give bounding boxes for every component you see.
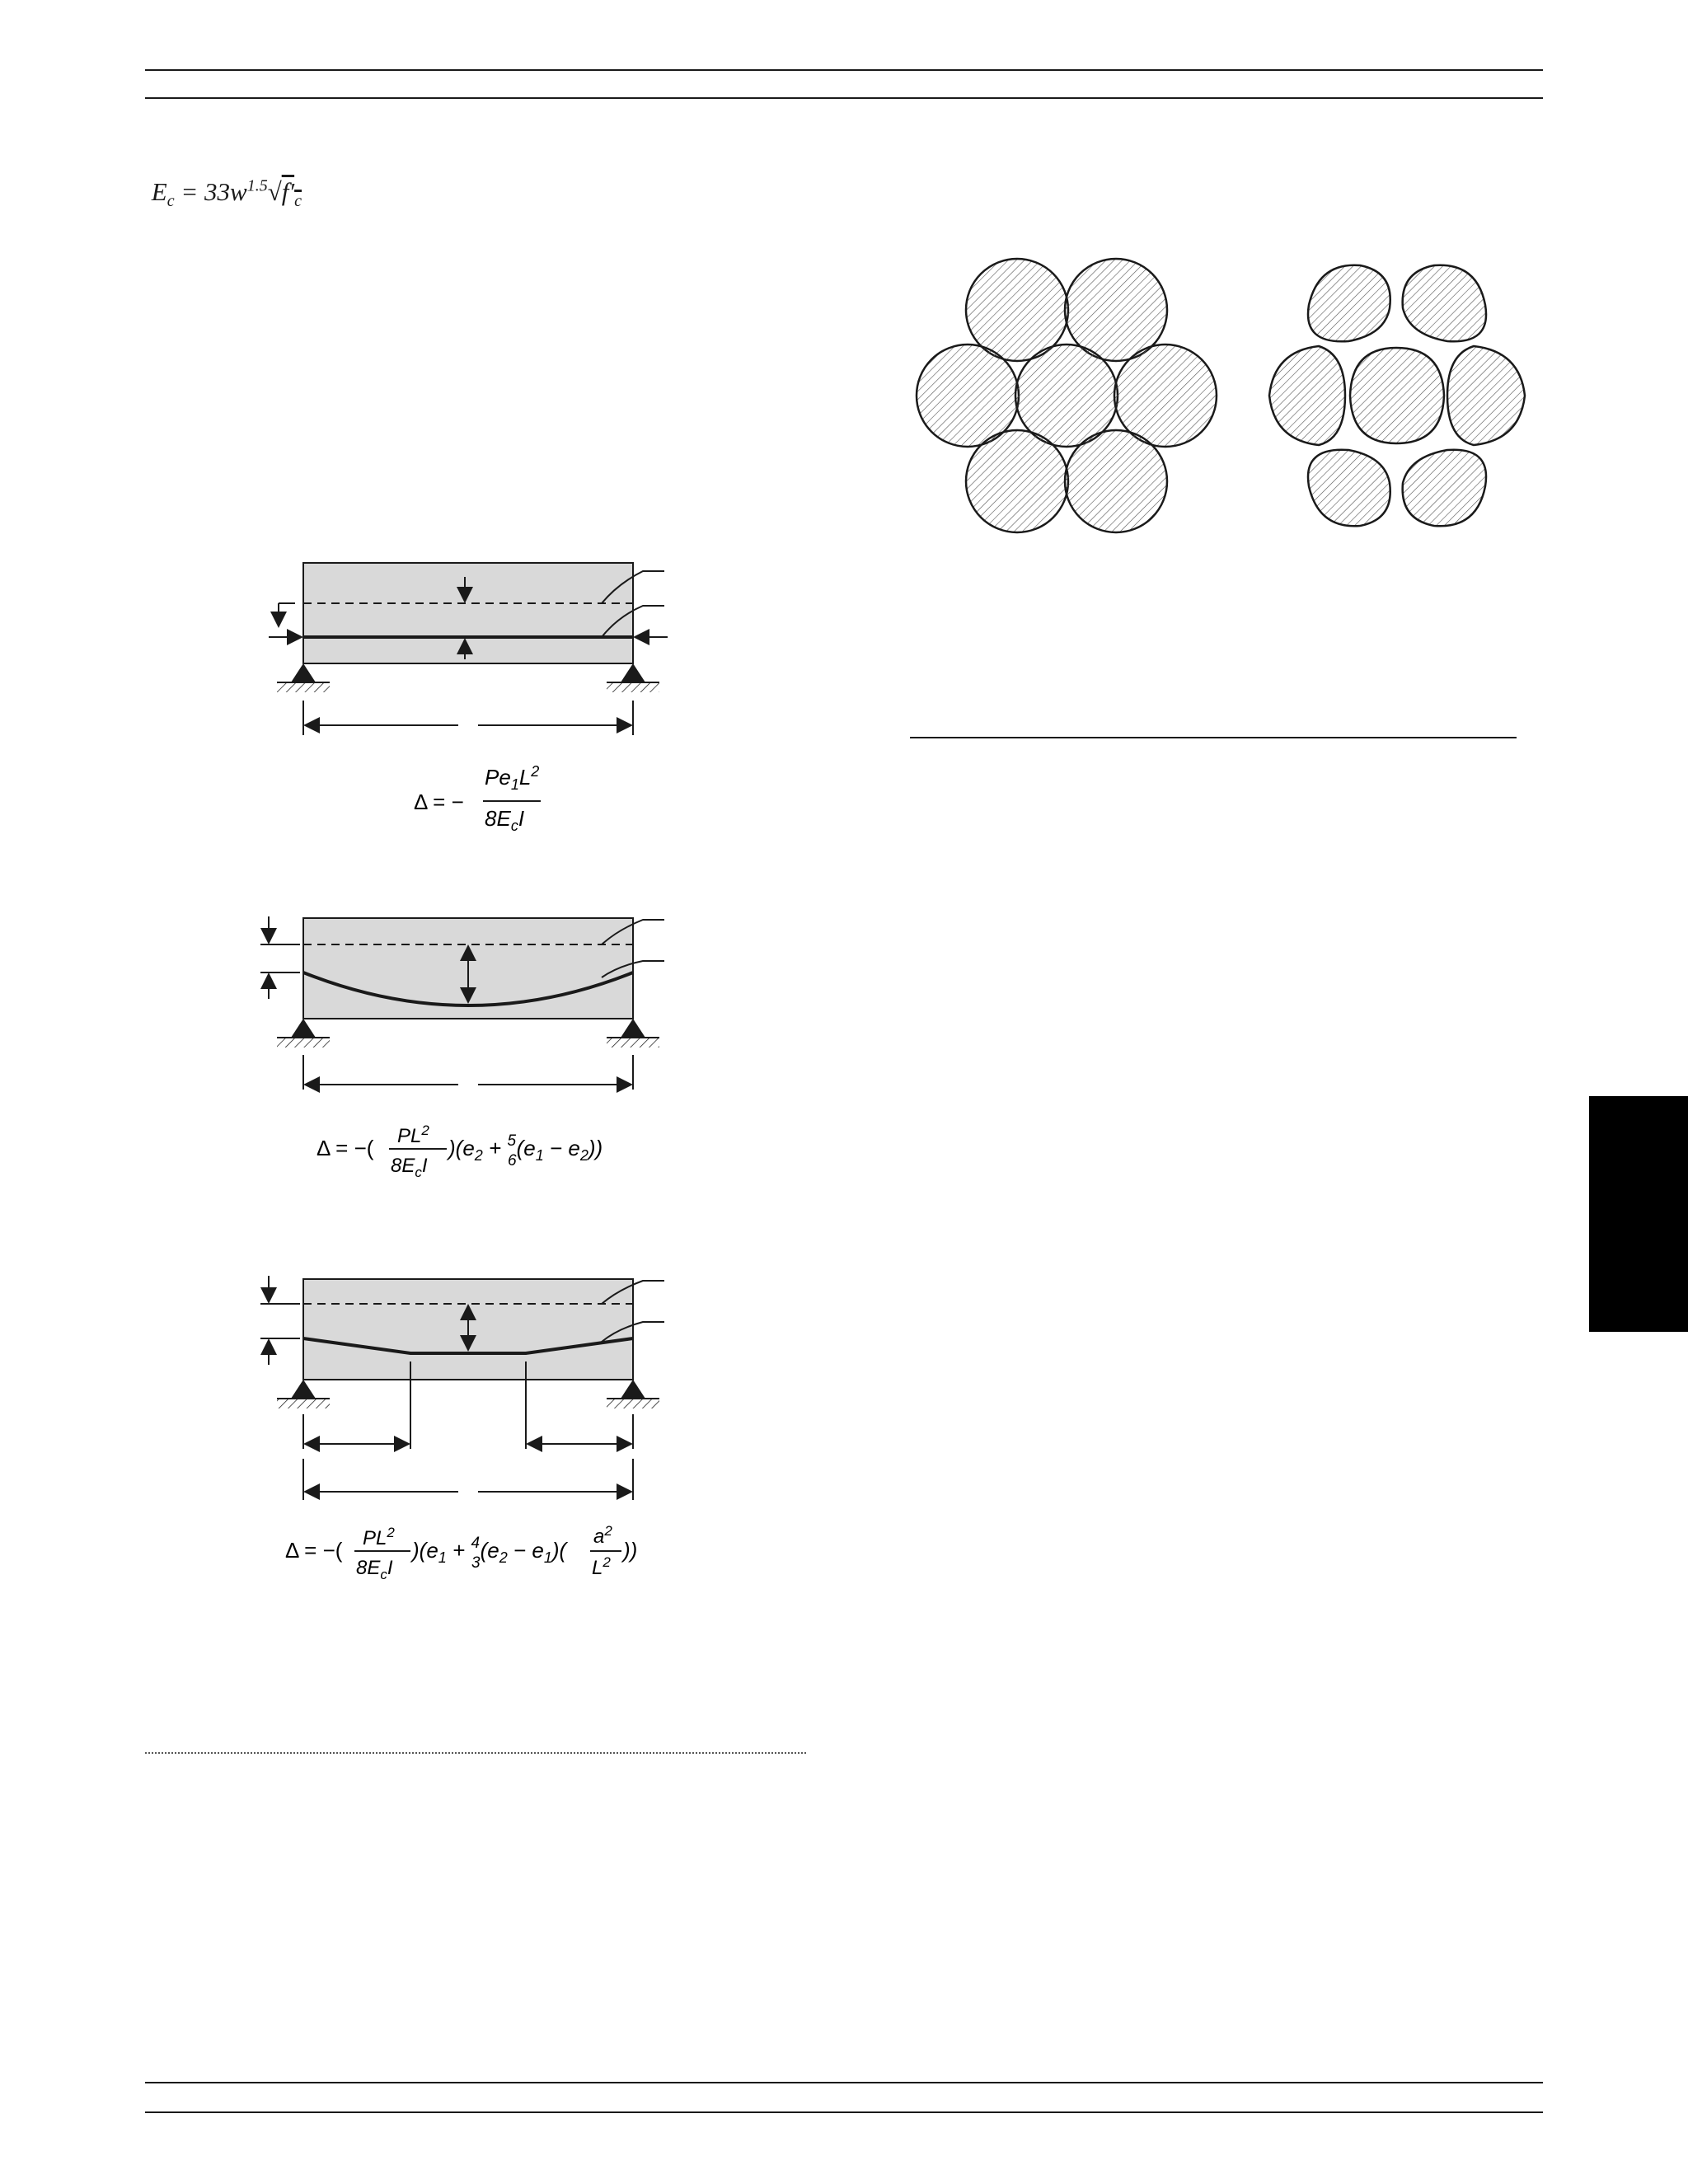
section-heading-rule <box>145 1752 806 1754</box>
formula-c-frac-den: $L^2$ <box>592 1554 611 1579</box>
formula-b: Δ = −( <box>316 1136 374 1160</box>
figure-56-2-diagram <box>145 544 806 1632</box>
header-top-rule <box>145 69 1543 71</box>
round-wire-strand <box>917 259 1217 532</box>
footer-bottom-rule <box>145 2111 1543 2113</box>
panel-c-shaped-tendons <box>260 1276 664 1582</box>
formula-b-num: $PL^2$ <box>397 1122 429 1147</box>
footer-top-rule <box>145 2082 1543 2083</box>
table-header-rule <box>910 737 1517 738</box>
formula-c: Δ = −( <box>285 1538 343 1563</box>
formula-c-rest: )($e_1 + ^4$ $3(e_2 - e_1)$( <box>412 1535 567 1572</box>
section-side-tab <box>1589 1096 1688 1332</box>
formula-c-num: $PL^2$ <box>363 1525 395 1549</box>
formula-a-num: $Pe_1L^2$ <box>485 763 540 793</box>
panel-a-straight-tendons <box>269 563 668 834</box>
ec-equation: $E_c = 33w^{1.5}√f'_c$ <box>145 177 302 211</box>
formula-c-close: )) <box>623 1538 638 1563</box>
header-bottom-rule <box>145 97 1543 99</box>
figure-56-3-strand-sections <box>890 247 1550 544</box>
intro-paragraph <box>145 171 806 218</box>
formula-a-lhs: Δ = − <box>414 790 464 814</box>
formula-b-rest: )($e_2 + ^5$ $6(e_1 - e_2)$) <box>448 1132 603 1169</box>
formula-a-den: $8E_cI$ <box>485 806 525 834</box>
figure-56-3-caption <box>882 175 1541 199</box>
table-header <box>910 644 1517 735</box>
compacted-strand <box>1269 265 1525 527</box>
panel-b-draped-tendons <box>260 916 664 1180</box>
formula-c-den: $8E_cI$ <box>356 1557 393 1582</box>
formula-b-den: $8E_cI$ <box>391 1155 428 1180</box>
formula-c-frac-num: $a^2$ <box>593 1523 612 1548</box>
table-56-2 <box>910 644 1517 735</box>
